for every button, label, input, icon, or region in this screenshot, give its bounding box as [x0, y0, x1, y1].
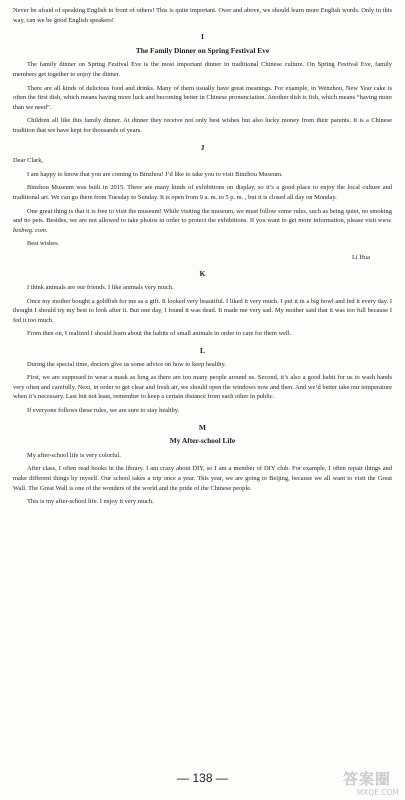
website-url: www. bzsbwg. com.: [13, 217, 393, 234]
watermark-logo: [341, 771, 401, 797]
paragraph: My after-school life is very colorful.: [27, 451, 121, 459]
letter-salutation: Dear Clark,: [13, 157, 44, 165]
paragraph: Binzhou Museum was built in 2015. There are many kinds of exhibitions on display, so it’s a good place to enjoy the local culture and traditional art. We can go there from Tuesday to Sunday. It is open from 9 a. m. to 5 p. m. , but it is closed all day on Monday.: [13, 184, 392, 201]
paragraph: From then on, I realized I should learn about the habits of small animals in order to care for them well.: [27, 330, 292, 338]
page-number: — 138 —: [177, 771, 228, 785]
section-letter-k: K: [199, 269, 206, 279]
paragraph: I think animals are our friends. I like animals very much.: [27, 284, 174, 292]
letter-signature: Li Hua: [351, 253, 370, 261]
letter-closing: Best wishes.: [27, 240, 60, 248]
paragraph: After class, I often read books in the library. I am crazy about DIY, so I am a member of DIY club. For example, I often repair things and make different things by myself. Our school takes a trip once a year. This year, we are going to Beijing, because we all want to visit the Great Wall. The Great Wall is one of the wonders of the world and the pride of the Chinese people.: [13, 465, 392, 492]
section-letter-l: L: [199, 346, 206, 356]
section-letter-m: M: [198, 422, 207, 432]
paragraph: I am happy to know that you are coming to Binzhou! I’d like to take you to visit Binzhou Museum.: [27, 170, 283, 178]
section-title-i: The Family Dinner on Spring Festival Eve: [135, 45, 270, 55]
paragraph: The family dinner on Spring Festival Eve is the most important dinner in traditional Chinese culture. On Spring Festival Eve, family members get together to enjoy the dinner.: [13, 61, 392, 78]
paragraph: This is my after-school life. I enjoy it very much.: [27, 498, 154, 506]
section-letter-i: I: [201, 32, 204, 42]
paragraph: Once my mother bought a goldfish for me as a gift. It looked very beautiful. I liked it very much. I put it in a big bowl and fed it every day. I thought I should try my best to look after it. But one day, I found it was dead. It made me very sad. My mother said that it was too full because I fed it too much.: [13, 297, 392, 324]
document-page: [13, 6, 392, 511]
paragraph: Children all like this family dinner. At dinner they receive not only best wishes but also lucky money from their parents. It is a Chinese tradition that we have kept for thousands of years.: [13, 117, 392, 134]
watermark-text: MXQE.COM: [356, 788, 399, 797]
intro-paragraph: Never be afraid of speaking English in front of others! This is quite important. Over and above, we should learn more English words. Only in this way, can we be good English speakers!: [13, 7, 392, 24]
paragraph: [13, 207, 392, 236]
paragraph: There are all kinds of delicious food and drinks. Many of them usually have great meanings. For example, in Wenzhou, New Year cake is often the first dish, which means having more luck and becoming better in Chinese pronunciation. Another dish is fish, which means “having more than we need”.: [13, 84, 392, 111]
watermark-glyph: 答案圈: [343, 770, 392, 788]
paragraph-text: One great thing is that it is free to visit the museum! While visiting the museum, we must follow some rules, such as being quiet, no smoking and no pets. Besides, we are not allowed to take photos in order to protect the exhibitions. If you want to get more information, please visit: [13, 207, 392, 225]
section-title-m: My After-school Life: [169, 436, 236, 446]
section-letter-j: J: [200, 142, 205, 152]
paragraph: First, we are supposed to wear a mask as long as there are too many people around us. Second, it’s also a good habit for us to wash hands very often and carefully. Next, in order to get clear and fresh air, we should open the windows now and then. And we’d better take our temperature when it’s necessary. Last but not least, remember to keep a certain distance from each other in public.: [13, 374, 392, 401]
paragraph: During the special time, doctors give us some advice on how to keep healthy.: [27, 360, 226, 368]
paragraph: If everyone follows these rules, we are sure to stay healthy.: [27, 407, 180, 414]
